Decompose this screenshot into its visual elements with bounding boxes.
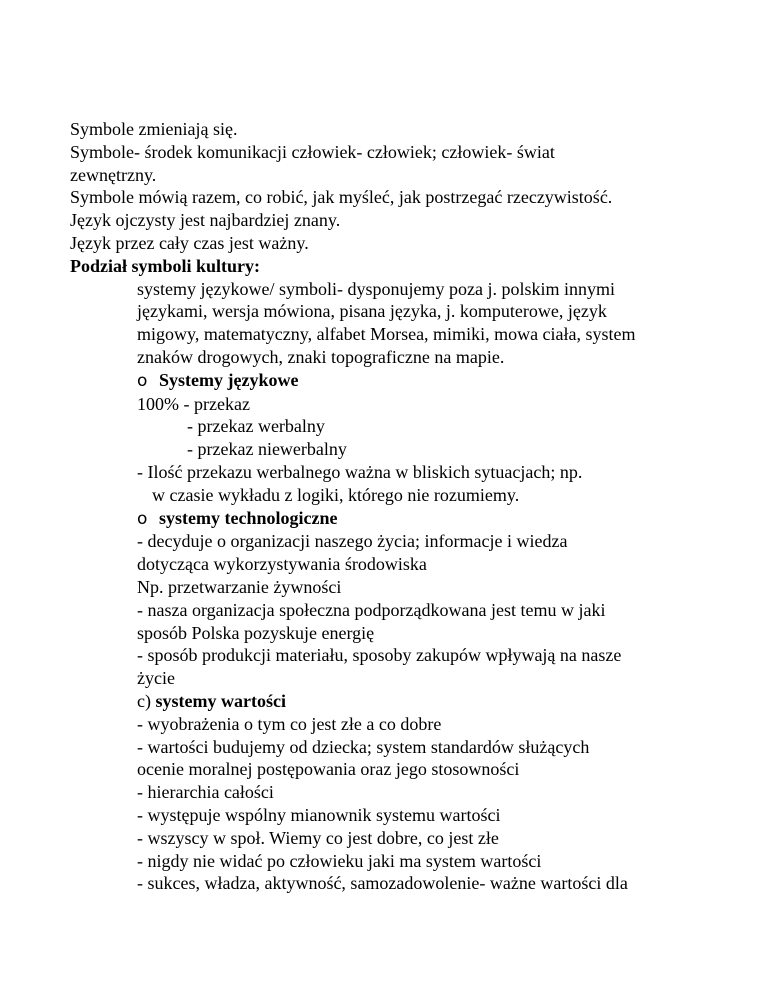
- text-line: - nasza organizacja społeczna podporządkowana jest temu w jaki: [137, 599, 606, 620]
- text-line: zewnętrzny.: [70, 164, 157, 185]
- text-line: systemy językowe/ symboli- dysponujemy poza j. polskim innymi: [137, 278, 615, 299]
- text-line: - Ilość przekazu werbalnego ważna w bliskich sytuacjach; np.: [137, 461, 583, 482]
- text-line: - sukces, władza, aktywność, samozadowolenie- ważne wartości dla: [137, 873, 628, 894]
- text-line: - wartości budujemy od dziecka; system standardów służących: [137, 736, 590, 757]
- text-line: 100% - przekaz: [137, 393, 250, 414]
- text-line: życie: [137, 668, 175, 689]
- text-line: Język ojczysty jest najbardziej znany.: [70, 210, 341, 231]
- text-line: dotycząca wykorzystywania środowiska: [137, 554, 427, 575]
- text-line: znaków drogowych, znaki topograficzne na mapie.: [137, 346, 505, 367]
- text-line: - wyobrażenia o tym co jest złe a co dobre: [137, 713, 442, 734]
- text-line: - przekaz niewerbalny: [187, 439, 347, 460]
- section-heading: Podział symboli kultury:: [70, 255, 261, 276]
- subsection-heading: systemy technologiczne: [159, 507, 338, 528]
- bullet-circle-icon: o: [137, 508, 148, 529]
- bullet-circle-icon: o: [137, 370, 148, 391]
- text-line: Symbole mówią razem, co robić, jak myśleć, jak postrzegać rzeczywistość.: [70, 187, 613, 208]
- text-line: w czasie wykładu z logiki, którego nie rozumiemy.: [152, 484, 520, 505]
- text-line: - wszyscy w społ. Wiemy co jest dobre, co jest złe: [137, 827, 499, 848]
- text-line: - przekaz werbalny: [187, 416, 325, 437]
- text-line: - występuje wspólny mianownik systemu wartości: [137, 804, 501, 825]
- text-line: - nigdy nie widać po człowieku jaki ma system wartości: [137, 850, 542, 871]
- list-marker: c): [137, 690, 156, 711]
- bullet-item: [70, 369, 710, 393]
- text-line: językami, wersja mówiona, pisana języka, j. komputerowe, język: [137, 301, 607, 322]
- text-line: - hierarchia całości: [137, 782, 274, 803]
- text-line: Symbole zmieniają się.: [70, 119, 238, 139]
- text-line: Język przez cały czas jest ważny.: [70, 232, 309, 253]
- subsection-heading: Systemy językowe: [159, 369, 299, 390]
- list-item: [70, 690, 710, 713]
- text-line: sposób Polska pozyskuje energię: [137, 622, 375, 643]
- text-line: - sposób produkcji materiału, sposoby zakupów wpływają na nasze: [137, 645, 622, 666]
- text-line: Symbole- środek komunikacji człowiek- człowiek; człowiek- świat: [70, 141, 555, 162]
- text-line: ocenie moralnej postępowania oraz jego stosowności: [137, 759, 520, 780]
- bullet-item: [70, 507, 710, 531]
- document-body: [70, 118, 710, 895]
- subsection-heading: systemy wartości: [155, 690, 286, 711]
- text-line: Np. przetwarzanie żywności: [137, 576, 342, 597]
- text-line: migowy, matematyczny, alfabet Morsea, mimiki, mowa ciała, system: [137, 324, 636, 345]
- text-line: - decyduje o organizacji naszego życia; informacje i wiedza: [137, 531, 568, 552]
